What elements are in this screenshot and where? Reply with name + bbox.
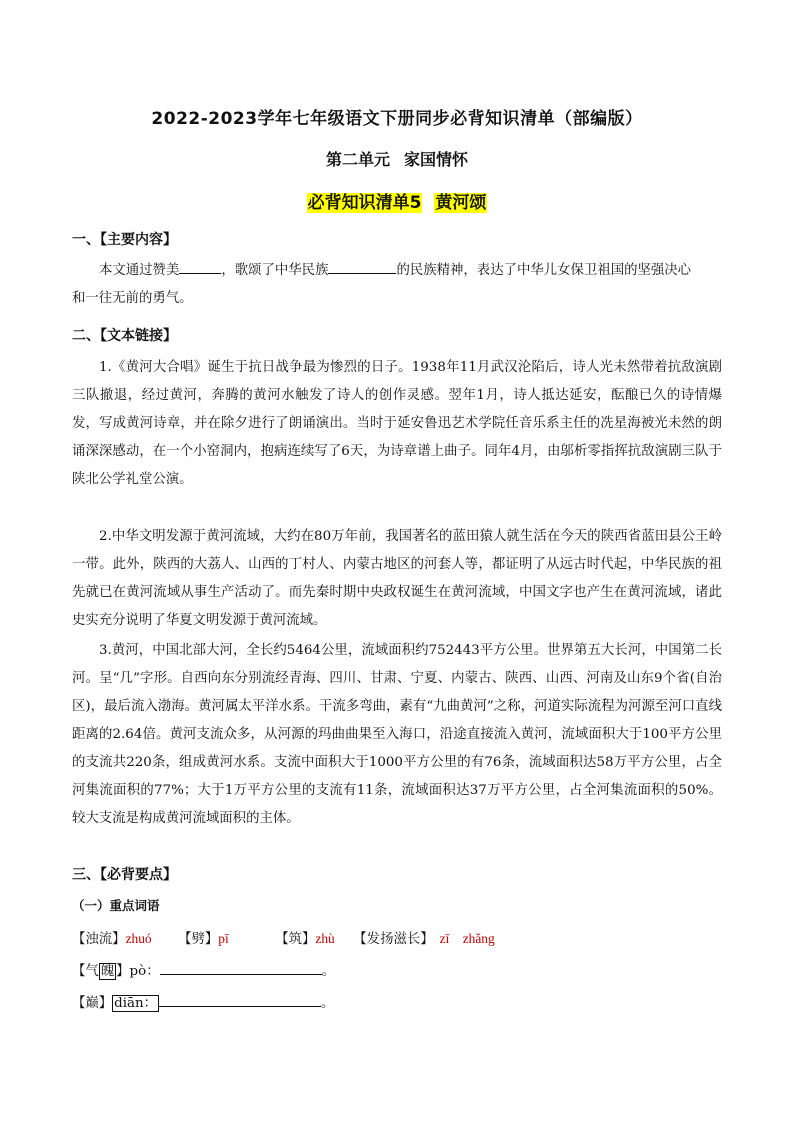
text-fragment: 。 (321, 964, 335, 979)
text-link-item-3 (72, 637, 722, 833)
word-pinyin: zhù (315, 931, 335, 946)
word-pinyin: zī zhǎng (439, 931, 495, 946)
text-fragment: 和一往无前的勇气。 (72, 291, 193, 306)
word-label: 【劈】 (178, 932, 219, 947)
text-fragment: ，歌颂了中华民族 (221, 263, 329, 278)
word-item (178, 932, 229, 947)
word-pinyin: zhuó (125, 931, 152, 946)
paragraph-text: 3.黄河，中国北部大河，全长约5464公里，流域面积约752443平方公里。世界第五大长河，中国第二长河。呈“几”字形。自西向东分别流经青海、四川、甘肃、宁夏、内蒙古、陕西、山西、河南及山东9个省(自治区)，最后流入渤海。黄河属太平洋水系。干流多弯曲，素有“九曲黄河”之称，河道实际流程为河源至河口直线距离的2.64倍。黄河支流众多，从河源的玛曲曲果至入海口，沿途直接流入黄河，流域面积大于100平方公里的支流共220条，组成黄河水系。支流中面积大于1000平方公里的有76条，流域面积达58万平方公里，占全河集流面积的77%；大于1万平方公里的支流有11条，流域面积达37万平方公里，占全河集流面积的50%。较大支流是构成黄河流域面积的主体。 (72, 643, 722, 826)
word-item (353, 932, 494, 947)
paragraph-text: 2.中华文明发源于黄河流域，大约在80万年前，我国著名的蓝田猿人就生活在今天的陕西省蓝田县公王岭一带。此外，陕西的大荔人、山西的丁村人、内蒙古地区的河套人等，都证明了从远古时代起，中华民族的祖先就已在黄河流域从事生产活动了。而先秦时期中央政权诞生在黄河流域，中国文字也产生在黄河流域，诸此史实充分说明了华夏文明发源于黄河流域。 (72, 529, 722, 628)
boxed-pinyin: diān： (114, 996, 158, 1011)
document-title: 2022-2023学年七年级语文下册同步必背知识清单（部编版） (151, 109, 643, 129)
lesson-label-highlight: 必背知识清单5 (307, 193, 422, 213)
section-heading-text-links: 二、【文本链接】 (72, 328, 177, 344)
key-words-row (72, 928, 495, 947)
word-item (275, 932, 335, 947)
word-label: 【发扬滋长】 (353, 932, 434, 947)
main-content-paragraph (72, 257, 722, 313)
word-label: 【浊流】 (72, 932, 126, 947)
word-pinyin: pī (218, 931, 229, 946)
section-heading-main-content: 一、【主要内容】 (72, 232, 177, 248)
subheading-key-words: （一）重点词语 (72, 898, 160, 913)
text-fragment: 】pò： (116, 964, 160, 979)
section-heading-key-points: 三、【必背要点】 (72, 867, 177, 883)
text-fragment: 。 (321, 996, 335, 1011)
text-link-item-1 (72, 354, 722, 494)
unit-number: 第二单元 (325, 150, 390, 169)
word-item (72, 932, 152, 947)
answer-line[interactable] (160, 961, 322, 975)
text-fragment: 的民族精神，表达了中华儿女保卫祖国的坚强决心 (396, 263, 692, 278)
word-label: 【筑】 (275, 932, 316, 947)
unit-theme: 家国情怀 (404, 150, 469, 169)
lesson-title: 黄河颂 (435, 193, 487, 213)
answer-line[interactable] (159, 993, 321, 1007)
text-fragment: 【巅】 (72, 996, 113, 1011)
fill-blank[interactable] (328, 259, 396, 274)
lesson-heading (0, 188, 794, 213)
text-fragment: 【气 (72, 964, 99, 979)
text-link-item-2 (72, 523, 722, 635)
fill-blank[interactable] (179, 259, 221, 274)
boxed-character: 魄 (100, 964, 115, 979)
text-fragment: 本文通过赞美 (99, 263, 180, 278)
unit-heading (0, 147, 794, 170)
word-question-2 (72, 992, 334, 1011)
paragraph-text: 1.《黄河大合唱》诞生于抗日战争最为惨烈的日子。1938年11月武汉沦陷后，诗人光未然带着抗敌演剧三队撤退，经过黄河，奔腾的黄河水触发了诗人的创作灵感。翌年1月，诗人抵达延安，酝酿已久的诗情爆发，写成黄河诗章，并在除夕进行了朗诵演出。当时于延安鲁迅艺术学院任音乐系主任的冼星海被光未然的朗诵深深感动，在一个小窑洞内，抱病连续写了6天，为诗章谱上曲子。同年4月，由邬析零指挥抗敌演剧三队于陕北公学礼堂公演。 (72, 360, 722, 487)
word-question-1 (72, 960, 335, 979)
